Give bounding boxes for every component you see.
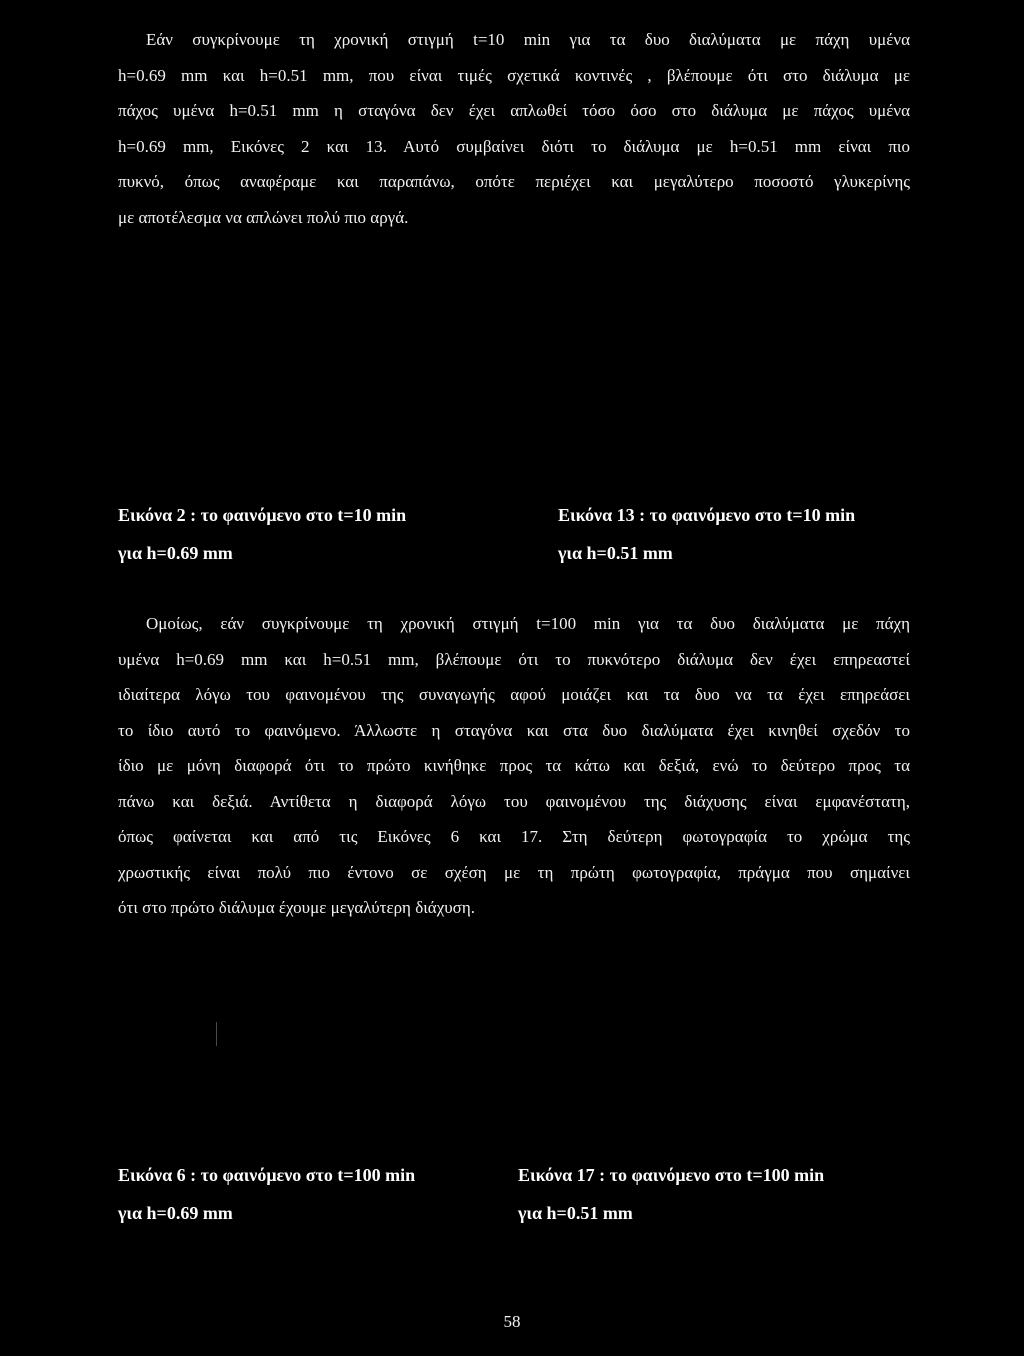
stray-mark bbox=[216, 1022, 217, 1046]
caption-line: για h=0.69 mm bbox=[118, 543, 233, 563]
text-line: πάχος υμένα h=0.51 mm η σταγόνα δεν έχει απλωθεί τόσο όσο στο διάλυμα με πάχος υμένα bbox=[118, 101, 910, 120]
caption-line: Εικόνα 13 : το φαινόμενο στο t=10 min bbox=[558, 505, 856, 525]
paragraph-1 bbox=[118, 22, 910, 235]
caption-line: Εικόνα 2 : το φαινόμενο στο t=10 min bbox=[118, 505, 407, 525]
caption-line: για h=0.51 mm bbox=[558, 543, 673, 563]
caption-line: για h=0.69 mm bbox=[118, 1203, 233, 1223]
text-line: ίδιο με μόνη διαφορά ότι το πρώτο κινήθηκε προς τα κάτω και δεξιά, ενώ το δεύτερο προς τα bbox=[118, 756, 910, 775]
text-line: h=0.69 mm, Εικόνες 2 και 13. Αυτό συμβαίνει διότι το διάλυμα με h=0.51 mm είναι πιο bbox=[118, 136, 910, 156]
text-line: πυκνό, όπως αναφέραμε και παραπάνω, οπότε περιέχει και μεγαλύτερο ποσοστό γλυκερίνης bbox=[118, 172, 910, 191]
text-line: χρωστικής είναι πολύ πιο έντονο σε σχέση με τη πρώτη φωτογραφία, πράγμα που σημαίνει bbox=[118, 862, 910, 882]
caption-line: Εικόνα 17 : το φαινόμενο στο t=100 min bbox=[518, 1165, 825, 1185]
text-line: με αποτέλεσμα να απλώνει πολύ πιο αργά. bbox=[118, 207, 409, 227]
caption-line: για h=0.51 mm bbox=[518, 1203, 633, 1223]
text-line: όπως φαίνεται και από τις Εικόνες 6 και 17. Στη δεύτερη φωτογραφία το χρώμα της bbox=[118, 827, 910, 846]
paragraph-2 bbox=[118, 606, 910, 926]
text-line: ότι στο πρώτο διάλυμα έχουμε μεγαλύτερη διάχυση. bbox=[118, 898, 475, 917]
caption-line: Εικόνα 6 : το φαινόμενο στο t=100 min bbox=[118, 1165, 416, 1185]
text-line: υμένα h=0.69 mm και h=0.51 mm, βλέπουμε ότι το πυκνότερο διάλυμα δεν έχει επηρεαστεί bbox=[118, 649, 910, 669]
figure-13-caption bbox=[558, 496, 855, 572]
text-line: Ομοίως, εάν συγκρίνουμε τη χρονική στιγμή t=100 min για τα δυο διαλύματα με πάχη bbox=[146, 614, 910, 633]
figure-2-caption bbox=[118, 496, 406, 572]
text-line: πάνω και δεξιά. Αντίθετα η διαφορά λόγω του φαινομένου της διάχυσης είναι εμφανέστατη, bbox=[118, 791, 910, 811]
text-line: h=0.69 mm και h=0.51 mm, που είναι τιμές σχετικά κοντινές , βλέπουμε ότι στο διάλυμα με bbox=[118, 65, 910, 85]
figure-6-caption bbox=[118, 1156, 415, 1232]
text-line: Εάν συγκρίνουμε τη χρονική στιγμή t=10 min για τα δυο διαλύματα με πάχη υμένα bbox=[146, 30, 910, 49]
figure-17-caption bbox=[518, 1156, 824, 1232]
text-line: ιδιαίτερα λόγω του φαινομένου της συναγωγής αφού μοιάζει και τα δυο να τα έχει επηρεάσει bbox=[118, 685, 910, 704]
page-number: 58 bbox=[503, 1312, 521, 1331]
text-line: το ίδιο αυτό το φαινόμενο. Άλλωστε η σταγόνα και στα δυο διαλύματα έχει κινηθεί σχεδόν το bbox=[118, 720, 910, 740]
